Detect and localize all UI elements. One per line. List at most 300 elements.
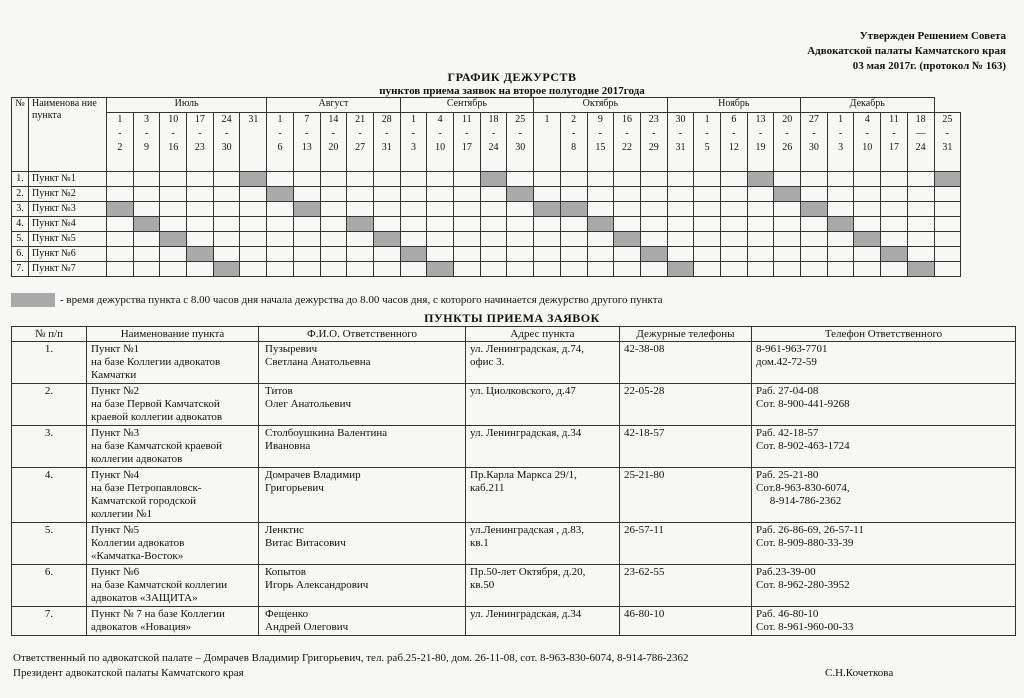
duty-cell-shaded <box>373 232 400 247</box>
duty-cell <box>907 232 934 247</box>
duty-cell <box>160 202 187 217</box>
duty-cell <box>534 172 561 187</box>
duty-cell <box>774 202 801 217</box>
week-part: 13 <box>301 142 312 153</box>
duty-cell <box>187 262 214 277</box>
row-point-name: Пункт №4 <box>29 217 107 232</box>
point-name-line: на базе Камчатской коллегии <box>91 579 228 591</box>
duty-cell <box>560 232 587 247</box>
row-num: 1. <box>12 172 29 187</box>
duty-cell <box>827 202 854 217</box>
week-part: - <box>385 128 389 139</box>
duty-cell <box>240 187 267 202</box>
point-name-line: Камчатки <box>91 369 137 381</box>
week-part: 1 <box>277 114 283 125</box>
duty-cell <box>347 232 374 247</box>
point-address <box>466 468 620 523</box>
duty-cell <box>213 172 240 187</box>
month-header: Октябрь <box>534 98 667 113</box>
point-responsible-phone <box>752 565 1016 607</box>
duty-cell <box>640 217 667 232</box>
point-name <box>87 342 259 384</box>
duty-cell <box>347 202 374 217</box>
duty-cell-shaded <box>667 262 694 277</box>
duty-cell <box>560 217 587 232</box>
point-duty-phone: 22-05-28 <box>620 384 752 426</box>
point-responsible-line: Ленктис <box>265 524 304 536</box>
duty-cell <box>454 262 481 277</box>
duty-cell <box>934 187 961 202</box>
duty-cell <box>640 232 667 247</box>
week-part: 3 <box>410 142 416 153</box>
duty-cell <box>854 172 881 187</box>
duty-cell <box>774 247 801 262</box>
duty-cell <box>640 172 667 187</box>
duty-cell <box>774 232 801 247</box>
phone-line: Раб. 42-18-57 <box>756 427 819 439</box>
duty-cell <box>560 247 587 262</box>
duty-cell <box>720 262 747 277</box>
duty-cell <box>934 262 961 277</box>
duty-cell <box>881 202 908 217</box>
week-part: - <box>305 128 309 139</box>
duty-cell <box>400 202 427 217</box>
duty-cell <box>720 202 747 217</box>
duty-cell <box>133 187 160 202</box>
duty-cell <box>747 217 774 232</box>
legend <box>11 293 663 307</box>
point-responsible <box>259 342 466 384</box>
duty-cell <box>320 187 347 202</box>
schedule-row <box>12 202 961 217</box>
duty-cell <box>187 217 214 232</box>
duty-cell <box>293 262 320 277</box>
schedule-row <box>12 262 961 277</box>
point-responsible-line: Светлана Анатольевна <box>265 356 371 368</box>
point-name-line: коллегии №1 <box>91 508 153 520</box>
week-part: 25 <box>942 114 953 125</box>
duty-cell <box>774 172 801 187</box>
week-part: 30 <box>221 142 232 153</box>
week-part: 5 <box>704 142 710 153</box>
duty-cell <box>320 202 347 217</box>
week-part: - <box>438 128 442 139</box>
duty-cell <box>213 247 240 262</box>
week-part: 26 <box>782 142 793 153</box>
duty-cell <box>160 217 187 232</box>
row-num: 5. <box>12 232 29 247</box>
week-part: 15 <box>595 142 606 153</box>
duty-cell <box>454 217 481 232</box>
week-part: 3 <box>838 142 844 153</box>
week-range <box>694 113 721 172</box>
point-address <box>466 384 620 426</box>
duty-cell <box>133 247 160 262</box>
point-duty-phone: 26-57-11 <box>620 523 752 565</box>
header-responsible-phone: Телефон Ответственного <box>752 327 1016 342</box>
point-name-line: Пункт №3 <box>91 427 140 439</box>
point-name-line: на базе Первой Камчатской <box>91 398 220 410</box>
month-header: Июль <box>107 98 267 113</box>
week-range <box>827 113 854 172</box>
header-responsible: Ф.И.О. Ответственного <box>259 327 466 342</box>
week-part: 8 <box>571 142 577 153</box>
duty-cell-shaded <box>427 262 454 277</box>
point-num: 2. <box>12 384 87 426</box>
duty-cell <box>267 172 294 187</box>
duty-cell <box>907 202 934 217</box>
duty-cell <box>480 202 507 217</box>
point-address-line: Пр.Карла Маркса 29/1, <box>470 469 577 481</box>
week-range <box>373 113 400 172</box>
duty-cell <box>534 187 561 202</box>
duty-cell <box>747 232 774 247</box>
duty-cell <box>187 232 214 247</box>
duty-cell <box>267 262 294 277</box>
header-num: № <box>12 98 29 172</box>
duty-cell <box>827 172 854 187</box>
duty-cell-shaded <box>640 247 667 262</box>
point-address <box>466 342 620 384</box>
duty-cell <box>480 232 507 247</box>
point-name-line: Пункт №1 <box>91 343 140 355</box>
row-point-name: Пункт №2 <box>29 187 107 202</box>
row-point-name: Пункт №6 <box>29 247 107 262</box>
duty-cell-shaded <box>534 202 561 217</box>
duty-cell <box>907 172 934 187</box>
duty-cell <box>427 232 454 247</box>
phone-line: Раб. 46-80-10 <box>756 608 819 620</box>
duty-cell <box>347 262 374 277</box>
duty-cell <box>454 247 481 262</box>
duty-cell <box>133 232 160 247</box>
duty-cell <box>667 217 694 232</box>
point-row <box>12 607 1016 636</box>
phone-line: Раб. 25-21-80 <box>756 469 819 481</box>
week-part: 22 <box>622 142 633 153</box>
duty-cell <box>240 232 267 247</box>
header-num: № п/п <box>12 327 87 342</box>
week-part: 16 <box>622 114 633 125</box>
duty-cell <box>720 217 747 232</box>
point-responsible-phone <box>752 342 1016 384</box>
duty-cell <box>320 247 347 262</box>
week-range <box>881 113 908 172</box>
points-header-row <box>12 327 1016 342</box>
week-part: 18 <box>488 114 499 125</box>
week-part: 21 <box>355 114 366 125</box>
phone-line: 8-914-786-2362 <box>756 495 842 507</box>
duty-cell <box>854 202 881 217</box>
point-address-line: ул. Ленинградская, д.74, <box>470 343 585 355</box>
week-part: 10 <box>862 142 873 153</box>
duty-cell <box>320 217 347 232</box>
duty-cell <box>293 187 320 202</box>
row-num: 3. <box>12 202 29 217</box>
point-responsible-line: Витас Витасович <box>265 537 346 549</box>
duty-cell <box>560 172 587 187</box>
week-range <box>347 113 374 172</box>
point-row <box>12 565 1016 607</box>
week-range <box>667 113 694 172</box>
point-row <box>12 468 1016 523</box>
week-part: 2 <box>117 142 123 153</box>
schedule-row <box>12 217 961 232</box>
point-duty-phone: 46-80-10 <box>620 607 752 636</box>
duty-cell <box>293 217 320 232</box>
week-part: - <box>491 128 496 139</box>
duty-cell <box>881 217 908 232</box>
week-part: - <box>945 128 950 139</box>
duty-cell <box>454 172 481 187</box>
schedule-title: ГРАФИК ДЕЖУРСТВ <box>447 70 577 84</box>
duty-cell <box>507 232 534 247</box>
duty-cell <box>213 217 240 232</box>
duty-cell <box>747 247 774 262</box>
duty-cell <box>107 232 134 247</box>
duty-cell <box>854 247 881 262</box>
duty-cell <box>667 172 694 187</box>
point-responsible <box>259 426 466 468</box>
point-responsible-phone <box>752 523 1016 565</box>
week-part: 3 <box>144 114 150 125</box>
phone-line: Раб. 27-04-08 <box>756 385 819 397</box>
week-part: 9 <box>144 142 150 153</box>
point-name <box>87 523 259 565</box>
duty-cell <box>640 187 667 202</box>
duty-cell <box>427 202 454 217</box>
duty-cell <box>267 232 294 247</box>
point-responsible-line: Столбоушкина Валентина <box>265 427 388 439</box>
phone-line: Сот. 8-961-960-00-33 <box>756 621 854 633</box>
week-range <box>187 113 214 172</box>
week-part: - <box>598 128 603 139</box>
duty-cell <box>534 247 561 262</box>
duty-cell <box>480 187 507 202</box>
duty-cell <box>614 262 641 277</box>
duty-cell <box>507 247 534 262</box>
duty-cell <box>801 217 828 232</box>
header-duty-phones: Дежурные телефоны <box>620 327 752 342</box>
duty-cell <box>320 262 347 277</box>
week-part: 11 <box>462 114 472 125</box>
point-responsible <box>259 607 466 636</box>
duty-cell <box>427 247 454 262</box>
point-address-line: офис 3. <box>470 356 505 368</box>
duty-cell <box>934 217 961 232</box>
point-address-line: каб.211 <box>470 482 505 494</box>
week-part: 20 <box>328 142 339 153</box>
duty-cell <box>267 217 294 232</box>
point-row <box>12 342 1016 384</box>
duty-cell <box>534 217 561 232</box>
schedule-subtitle: пунктов приема заявок на второе полугодие 2017года <box>379 85 645 97</box>
week-range <box>133 113 160 172</box>
duty-cell <box>373 202 400 217</box>
duty-cell-shaded <box>400 247 427 262</box>
week-part: 23 <box>194 142 205 153</box>
duty-cell <box>587 187 614 202</box>
week-part: - <box>144 128 149 139</box>
week-part: - <box>411 128 416 139</box>
point-responsible-line: Ивановна <box>265 440 311 452</box>
week-range <box>907 113 934 172</box>
point-num: 1. <box>12 342 87 384</box>
week-part: 19 <box>755 142 766 153</box>
week-part: - <box>224 128 229 139</box>
header-name: Наименование пункта <box>87 327 259 342</box>
duty-cell <box>934 247 961 262</box>
week-range <box>480 113 507 172</box>
duty-cell <box>801 172 828 187</box>
duty-cell <box>881 187 908 202</box>
point-name-line: на базе Коллегии адвокатов <box>91 356 221 368</box>
point-name-line: Пункт №4 <box>91 469 140 481</box>
point-name <box>87 426 259 468</box>
duty-cell <box>454 202 481 217</box>
duty-cell <box>907 187 934 202</box>
duty-cell <box>507 217 534 232</box>
point-name-line: «Камчатка-Восток» <box>91 550 184 562</box>
duty-cell <box>720 187 747 202</box>
point-address-line: кв.50 <box>470 579 495 591</box>
duty-cell <box>133 202 160 217</box>
duty-cell <box>587 262 614 277</box>
header-point-name: Наименова ние пункта <box>29 98 107 172</box>
duty-cell <box>694 262 721 277</box>
row-num: 2. <box>12 187 29 202</box>
duty-cell <box>240 262 267 277</box>
week-part: 1 <box>544 114 550 125</box>
week-part: 10 <box>168 114 179 125</box>
duty-cell-shaded <box>881 247 908 262</box>
duty-cell <box>640 262 667 277</box>
week-part: 31 <box>675 142 686 153</box>
point-duty-phone: 23-62-55 <box>620 565 752 607</box>
week-part: 17 <box>888 142 899 153</box>
duty-cell <box>267 202 294 217</box>
week-part: 6 <box>277 142 283 153</box>
footer-responsible: Ответственный по адвокатской палате – Домрачев Владимир Григорьевич, тел. раб.25-21-80, дом. 26-11-08, сот. 8-963-830-6074, 8-914-786-2362 <box>13 652 689 664</box>
point-responsible-line: Андрей Олегович <box>265 621 349 633</box>
week-part: 17 <box>461 142 472 153</box>
row-point-name: Пункт №3 <box>29 202 107 217</box>
week-header-row <box>12 113 961 172</box>
point-address-line: ул. Циолковского, д.47 <box>470 385 576 397</box>
week-part: 14 <box>328 114 339 125</box>
point-duty-phone: 42-38-08 <box>620 342 752 384</box>
duty-cell <box>160 247 187 262</box>
point-duty-phone: 42-18-57 <box>620 426 752 468</box>
schedule-row <box>12 172 961 187</box>
schedule-row <box>12 187 961 202</box>
duty-cell <box>694 187 721 202</box>
week-range <box>240 113 267 172</box>
week-part: 1 <box>117 114 123 125</box>
duty-cell <box>454 232 481 247</box>
duty-cell-shaded <box>934 172 961 187</box>
duty-cell <box>347 187 374 202</box>
week-range <box>587 113 614 172</box>
week-part: 1 <box>838 114 844 125</box>
point-responsible <box>259 565 466 607</box>
row-num: 7. <box>12 262 29 277</box>
month-header: Декабрь <box>801 98 934 113</box>
point-name <box>87 384 259 426</box>
week-part: - <box>358 128 362 139</box>
duty-cell <box>801 187 828 202</box>
duty-cell <box>801 232 828 247</box>
week-part: - <box>785 128 789 139</box>
week-part: 30 <box>675 114 686 125</box>
points-table <box>11 326 1016 636</box>
week-part: — <box>915 128 926 139</box>
duty-cell <box>293 172 320 187</box>
point-name-line: коллегии адвокатов <box>91 453 183 465</box>
point-responsible-line: Фещенко <box>265 608 309 620</box>
duty-cell <box>854 187 881 202</box>
week-part: 1 <box>410 114 416 125</box>
week-range <box>640 113 667 172</box>
duty-cell <box>427 172 454 187</box>
duty-cell <box>107 172 134 187</box>
duty-cell <box>934 202 961 217</box>
row-num: 6. <box>12 247 29 262</box>
week-part: - <box>705 128 709 139</box>
week-part: 27 <box>808 114 819 125</box>
point-num: 6. <box>12 565 87 607</box>
duty-cell <box>614 217 641 232</box>
duty-cell <box>133 172 160 187</box>
point-address-line: ул. Ленинградская, д.34 <box>470 427 582 439</box>
duty-cell <box>400 262 427 277</box>
week-part: 24 <box>221 114 232 125</box>
duty-cell <box>694 247 721 262</box>
duty-cell <box>614 187 641 202</box>
week-part: 9 <box>597 114 603 125</box>
week-range <box>107 113 134 172</box>
point-name <box>87 607 259 636</box>
week-part: - <box>465 128 469 139</box>
point-responsible-phone <box>752 426 1016 468</box>
point-responsible-line: Домрачев Владимир <box>265 469 361 481</box>
point-num: 3. <box>12 426 87 468</box>
duty-cell <box>400 217 427 232</box>
row-point-name: Пункт №1 <box>29 172 107 187</box>
duty-cell <box>160 262 187 277</box>
duty-cell <box>907 247 934 262</box>
week-part: 11 <box>889 114 899 125</box>
duty-cell-shaded <box>560 202 587 217</box>
week-part: - <box>278 128 282 139</box>
duty-cell-shaded <box>240 172 267 187</box>
point-responsible <box>259 523 466 565</box>
week-part: 2 <box>571 114 577 125</box>
duty-cell-shaded <box>160 232 187 247</box>
point-responsible <box>259 384 466 426</box>
week-part: - <box>865 128 869 139</box>
week-range <box>160 113 187 172</box>
week-part: 31 <box>248 114 259 125</box>
duty-cell <box>107 262 134 277</box>
schedule-row <box>12 232 961 247</box>
duty-cell <box>667 202 694 217</box>
duty-cell <box>614 202 641 217</box>
point-name-line: Пункт №5 <box>91 524 140 536</box>
point-name <box>87 468 259 523</box>
duty-cell <box>373 262 400 277</box>
duty-cell <box>160 187 187 202</box>
